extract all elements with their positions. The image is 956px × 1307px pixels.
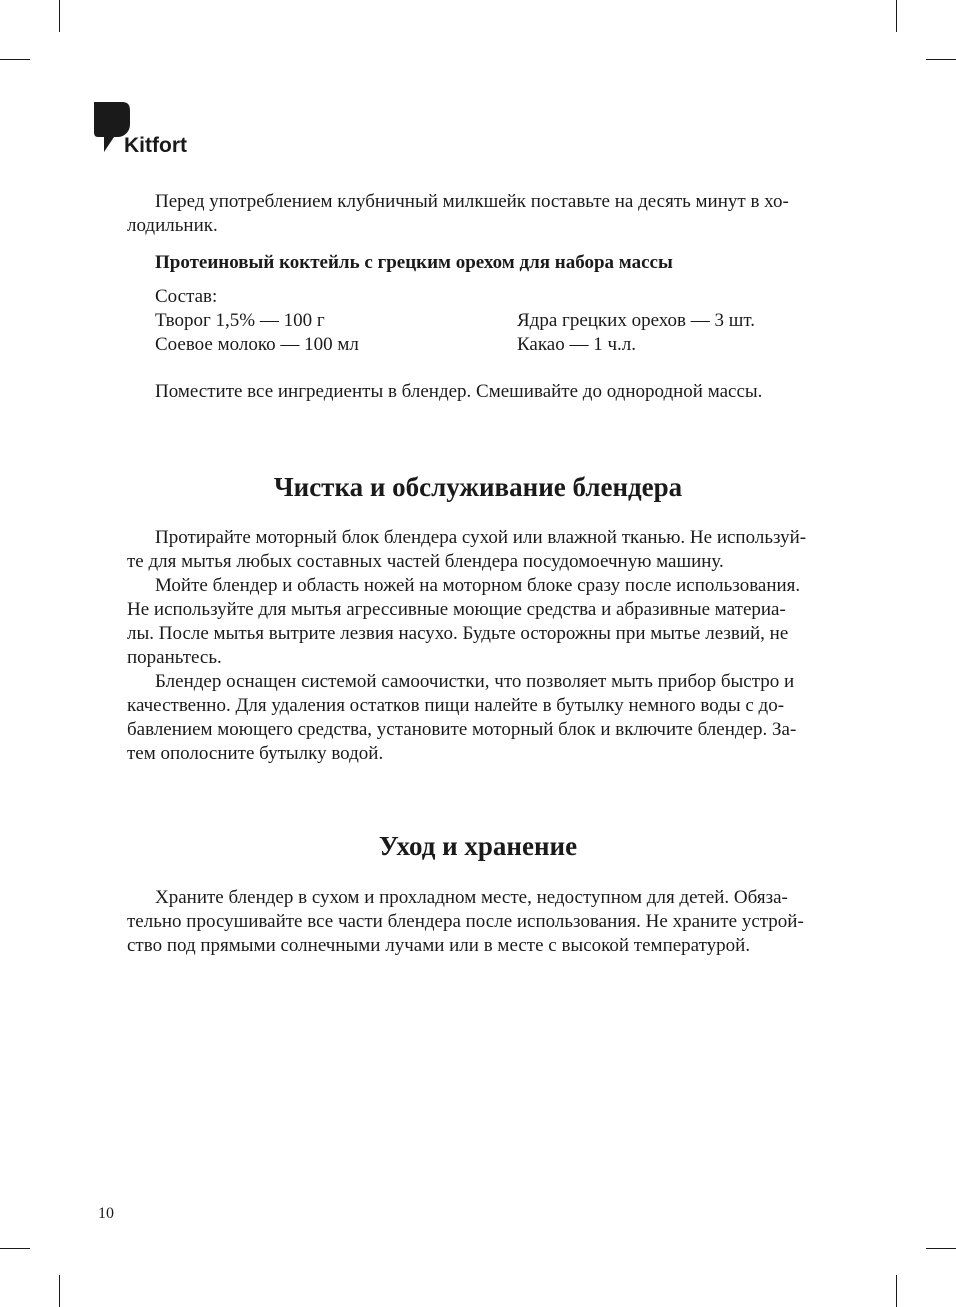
text-line: лодильник. (127, 215, 218, 236)
crop-mark-top-right (896, 0, 897, 32)
crop-mark-bottom-right (896, 1275, 897, 1307)
text-line: Протирайте моторный блок блендера сухой или влажной тканью. Не используй- (155, 527, 807, 548)
storage-paragraph (127, 886, 804, 958)
cleaning-paragraph-2 (127, 574, 800, 670)
recipe-title: Протеиновый коктейль с грецким орехом для набора массы (155, 252, 673, 273)
kitfort-logo-wordmark: Kitfort (124, 134, 187, 156)
kitfort-logo (92, 102, 202, 156)
crop-mark-top-right-h (926, 59, 956, 60)
ingredient-left-2: Соевое молоко — 100 мл (155, 334, 359, 355)
composition-label: Состав: (155, 286, 218, 307)
text-line: лы. После мытья вытрите лезвия насухо. Будьте осторожны при мытье лезвий, не (127, 623, 789, 644)
page-number: 10 (98, 1205, 114, 1222)
crop-mark-bottom-left (59, 1275, 60, 1307)
crop-mark-top-left-h (0, 59, 30, 60)
text-line: тем ополосните бутылку водой. (127, 743, 384, 764)
text-line: Храните блендер в сухом и прохладном месте, недоступном для детей. Обяза- (155, 887, 788, 908)
cleaning-paragraph-3 (127, 670, 796, 766)
recipe-instruction: Поместите все ингредиенты в блендер. Смешивайте до однородной массы. (155, 381, 763, 402)
ingredient-right-1: Ядра грецких орехов — 3 шт. (517, 310, 756, 331)
crop-mark-top-left (59, 0, 60, 32)
intro-paragraph (127, 190, 789, 238)
crop-mark-bottom-right-h (926, 1248, 956, 1249)
text-line: Не используйте для мытья агрессивные моющие средства и абразивные материа- (127, 599, 786, 620)
text-line: Перед употреблением клубничный милкшейк поставьте на десять минут в хо- (155, 191, 789, 212)
text-line: качественно. Для удаления остатков пищи налейте в бутылку немного воды с до- (127, 695, 785, 716)
cleaning-heading: Чистка и обслуживание блендера (273, 472, 683, 502)
text-line: ство под прямыми солнечными лучами или в месте с высокой температурой. (127, 935, 751, 956)
text-line: бавлением моющего средства, установите моторный блок и включите блендер. За- (127, 719, 797, 740)
crop-mark-bottom-left-h (0, 1248, 30, 1249)
text-line: те для мытья любых составных частей блендера посудомоечную машину. (127, 551, 724, 572)
text-line: тельно просушивайте все части блендера после использования. Не храните устрой- (127, 911, 804, 932)
text-line: Блендер оснащен системой самоочистки, что позволяет мыть прибор быстро и (155, 671, 795, 692)
cleaning-paragraph-1 (127, 526, 806, 574)
ingredient-right-2: Какао — 1 ч.л. (517, 334, 637, 355)
ingredient-left-1: Творог 1,5% — 100 г (155, 310, 325, 331)
text-line: Мойте блендер и область ножей на моторном блоке сразу после использования. (155, 575, 801, 596)
storage-heading: Уход и хранение (378, 831, 578, 861)
text-line: пораньтесь. (127, 647, 222, 668)
